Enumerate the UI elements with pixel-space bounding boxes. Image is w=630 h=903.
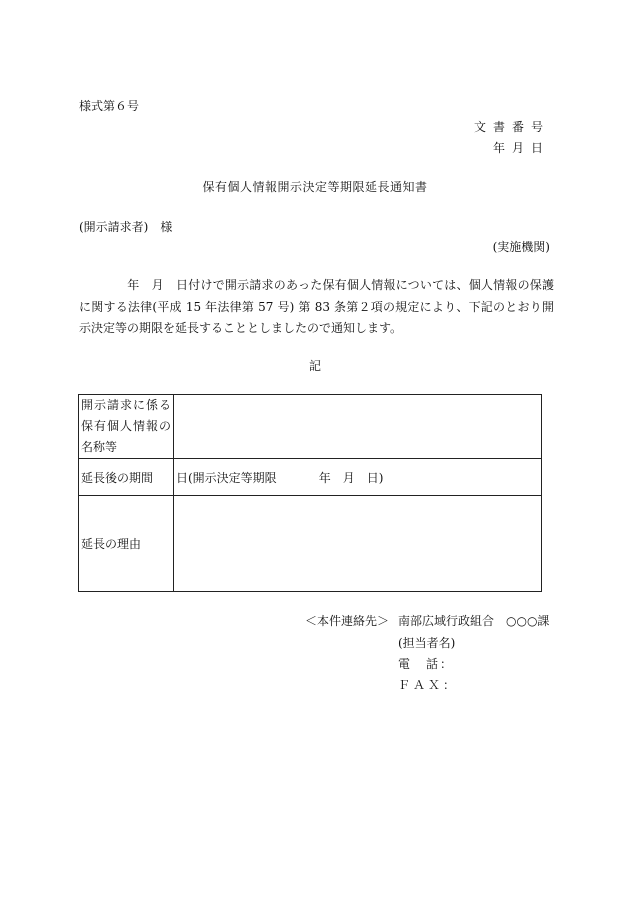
reason-label: 延長の理由: [79, 496, 174, 592]
extended-period-date: 年 月 日): [318, 470, 384, 485]
body-line-3: の期限を延長することとしましたので通知します。: [127, 321, 403, 335]
subject-label-line-1: 開示請求に係る: [81, 398, 171, 412]
recipient-line: (開示請求者) 様: [79, 220, 173, 234]
subject-label-line-3: 名称等: [81, 440, 118, 454]
document-number-label: 文書番号: [473, 120, 550, 134]
table-row-extended-period: [79, 459, 542, 496]
table-row-reason: [79, 496, 542, 592]
document-title: 保有個人情報開示決定等期限延長通知書: [202, 180, 428, 194]
body-line-1: 年 月 日付けで開示請求のあった保有個人情報については、個人情報の保護に: [79, 278, 554, 314]
contact-person: (担当者名): [398, 636, 456, 650]
contact-organization: 南部広域行政組合 ○○○課: [398, 614, 550, 628]
notice-details-table: [78, 394, 542, 592]
issuer-line: (実施機関): [492, 240, 550, 254]
reason-value-cell: [174, 496, 542, 592]
extended-period-prefix: 日(開示決定等期限: [176, 470, 277, 485]
document-date-label: 年月日: [492, 141, 550, 155]
table-row-subject: [79, 395, 542, 459]
contact-phone: 電 話：: [398, 657, 455, 671]
extended-period-label: 延長後の期間: [79, 459, 174, 496]
subject-label-cell: [79, 395, 174, 459]
body-line-2: 関する法律(平成 15 年法律第 57 号) 第 83 条第２項の規定により、下記のとおり開示決定等: [79, 299, 554, 335]
form-number: 様式第６号: [79, 99, 140, 113]
subject-value-cell: [174, 395, 542, 459]
notice-body: [79, 275, 554, 340]
contact-fax: ＦＡＸ：: [398, 678, 459, 692]
contact-label: ＜本件連絡先＞: [305, 614, 390, 628]
subject-label-line-2: 保有個人情報の: [81, 419, 171, 433]
extended-period-value: [174, 459, 542, 496]
ki-heading: 記: [308, 359, 321, 373]
